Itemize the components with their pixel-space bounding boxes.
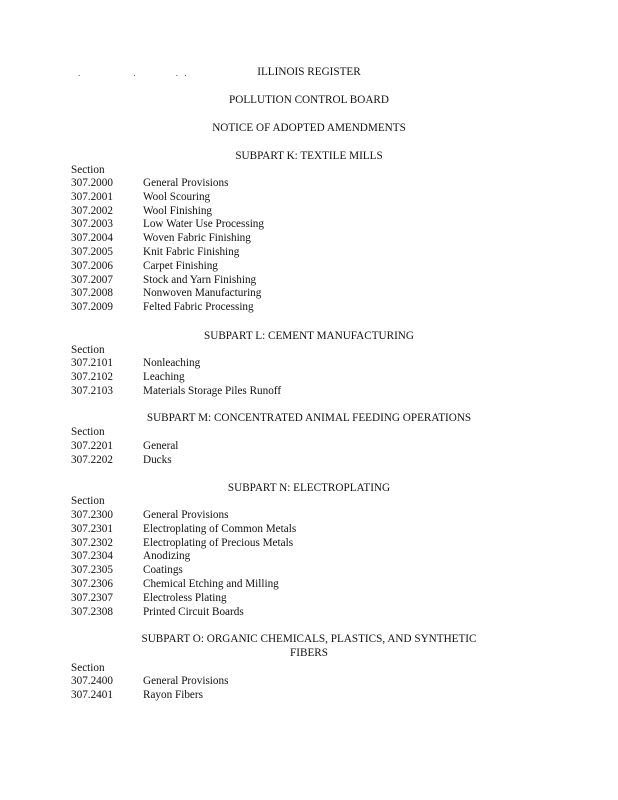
section-title: General Provisions	[143, 675, 229, 687]
section-number: 307.2004	[71, 232, 113, 245]
section-number: 307.2305	[71, 564, 113, 577]
section-title: Printed Circuit Boards	[143, 605, 244, 618]
section-title: Wool Finishing	[143, 204, 213, 217]
section-title: Anodizing	[143, 550, 191, 563]
section-title: Nonleaching	[143, 357, 201, 369]
section-number: 307.2300	[71, 509, 113, 521]
section-row	[71, 606, 296, 620]
section-title: Carpet Finishing	[143, 259, 218, 272]
section-number: 307.2000	[71, 177, 113, 189]
section-title: Wool Scouring	[143, 190, 211, 203]
subpart-m-list	[71, 440, 178, 468]
section-row	[71, 440, 178, 454]
section-row	[71, 509, 296, 523]
subpart-o-heading	[0, 633, 618, 661]
section-row	[71, 218, 264, 232]
section-number: 307.2002	[71, 204, 113, 217]
section-row	[71, 301, 264, 315]
section-row	[71, 385, 281, 399]
subpart-l-heading: SUBPART L: CEMENT MANUFACTURING	[204, 330, 414, 342]
section-row	[71, 523, 296, 537]
section-number: 307.2008	[71, 287, 113, 300]
register-title: ILLINOIS REGISTER	[257, 66, 361, 78]
section-row	[71, 287, 264, 301]
section-title: Electroplating of Precious Metals	[143, 536, 294, 549]
section-number: 307.2201	[71, 440, 113, 452]
section-number: 307.2400	[71, 675, 113, 687]
section-number: 307.2007	[71, 273, 113, 286]
section-title: Low Water Use Processing	[143, 218, 264, 231]
section-number: 307.2102	[71, 370, 113, 383]
section-row	[71, 454, 178, 468]
section-row	[71, 564, 296, 578]
section-number: 307.2001	[71, 190, 113, 203]
section-number: 307.2006	[71, 259, 113, 272]
section-number: 307.2005	[71, 245, 113, 258]
stray-marks: . . . .	[78, 68, 189, 78]
section-number: 307.2401	[71, 688, 113, 701]
section-title: Stock and Yarn Finishing	[143, 273, 257, 286]
section-title: Electroplating of Common Metals	[143, 522, 297, 535]
subpart-o-list	[71, 675, 228, 703]
section-label: Section	[71, 426, 105, 438]
section-title: Ducks	[143, 453, 172, 466]
section-number: 307.2307	[71, 591, 113, 604]
subpart-l-list	[71, 357, 281, 398]
section-title: General Provisions	[143, 177, 229, 189]
subpart-n-heading: SUBPART N: ELECTROPLATING	[227, 482, 391, 494]
section-number: 307.2202	[71, 453, 113, 466]
section-title: Materials Storage Piles Runoff	[143, 384, 282, 397]
section-row	[71, 232, 264, 246]
section-title: Coatings	[143, 564, 183, 577]
section-row	[71, 246, 264, 260]
section-row	[71, 550, 296, 564]
section-title: Chemical Etching and Milling	[143, 577, 279, 590]
section-number: 307.2003	[71, 218, 113, 231]
subpart-m-heading: SUBPART M: CONCENTRATED ANIMAL FEEDING OPERATIONS	[146, 412, 472, 424]
section-number: 307.2302	[71, 536, 113, 549]
section-row	[71, 371, 281, 385]
subpart-k-heading: SUBPART K: TEXTILE MILLS	[235, 150, 383, 162]
section-number: 307.2103	[71, 384, 113, 397]
section-title: General Provisions	[143, 509, 229, 521]
section-row	[71, 177, 264, 191]
section-title: Leaching	[143, 370, 185, 383]
section-label: Section	[71, 495, 105, 507]
section-row	[71, 357, 281, 371]
subpart-k-list	[71, 177, 264, 315]
section-title: General	[143, 440, 179, 452]
section-row	[71, 675, 228, 689]
section-label: Section	[71, 662, 105, 674]
section-number: 307.2306	[71, 577, 113, 590]
section-row	[71, 537, 296, 551]
section-row	[71, 689, 228, 703]
section-title: Woven Fabric Finishing	[143, 232, 251, 245]
section-title: Knit Fabric Finishing	[143, 245, 240, 258]
section-number: 307.2009	[71, 301, 113, 314]
notice-title: NOTICE OF ADOPTED AMENDMENTS	[212, 122, 406, 134]
board-title: POLLUTION CONTROL BOARD	[229, 94, 389, 106]
section-row	[71, 205, 264, 219]
section-title: Rayon Fibers	[143, 688, 203, 701]
section-row	[71, 274, 264, 288]
section-label: Section	[71, 164, 105, 176]
section-number: 307.2101	[71, 357, 113, 369]
subpart-o-heading-line1: SUBPART O: ORGANIC CHEMICALS, PLASTICS, AND SYNTHETIC	[141, 633, 477, 645]
section-row	[71, 260, 264, 274]
section-title: Electroless Plating	[143, 591, 227, 604]
section-number: 307.2308	[71, 605, 113, 618]
section-row	[71, 592, 296, 606]
section-number: 307.2304	[71, 550, 113, 563]
section-title: Felted Fabric Processing	[143, 301, 254, 314]
section-row	[71, 578, 296, 592]
subpart-n-list	[71, 509, 296, 619]
section-row	[71, 191, 264, 205]
section-number: 307.2301	[71, 522, 113, 535]
subpart-o-heading-line2: FIBERS	[290, 646, 328, 659]
section-title: Nonwoven Manufacturing	[143, 287, 262, 300]
section-label: Section	[71, 344, 105, 356]
